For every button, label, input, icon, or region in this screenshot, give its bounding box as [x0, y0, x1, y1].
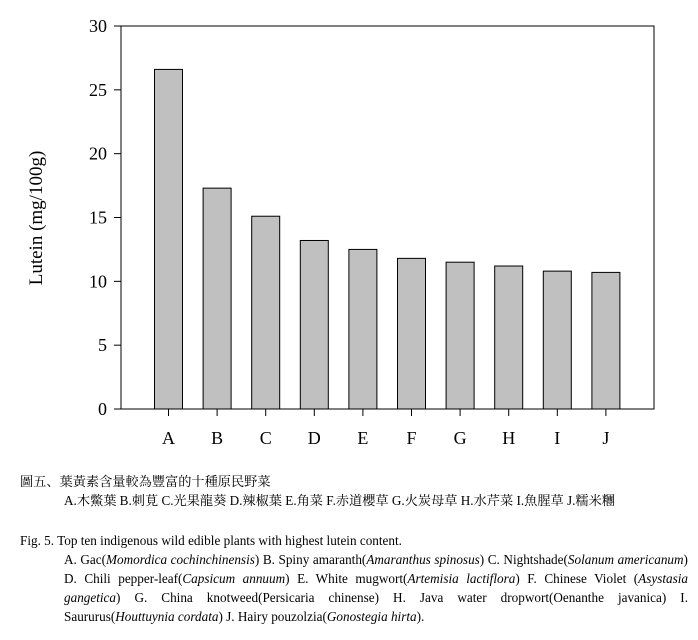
caption-en-item-name: D. Chili pepper-leaf(	[64, 571, 183, 586]
caption-en-item-scientific-name: Solanum americanum	[567, 552, 684, 567]
y-axis	[89, 16, 121, 419]
caption-en-item-scientific-name: Amaranthus spinosus	[366, 552, 480, 567]
caption-en-item	[64, 552, 263, 567]
caption-en-item-suffix: )	[254, 552, 263, 567]
x-tick-label: B	[211, 428, 224, 448]
caption-en-items	[20, 550, 688, 626]
bar-A	[155, 69, 183, 409]
caption-en-title: Fig. 5. Top ten indigenous wild edible plants with highest lutein content.	[20, 533, 402, 548]
caption-en-item-suffix: )	[683, 552, 688, 567]
caption-zh-items: A.木鱉葉 B.刺莧 C.光果龍葵 D.辣椒葉 E.角菜 F.赤道櫻草 G.火炭母草 H.水芹菜 I.魚腥草 J.糯米糰	[64, 493, 615, 508]
caption-en-item-suffix: )	[116, 590, 135, 605]
bars	[155, 69, 620, 409]
caption-en-item-suffix: )	[515, 571, 528, 586]
caption-en-item-suffix: )	[479, 552, 488, 567]
caption-zh	[20, 472, 688, 510]
caption-en-item	[134, 590, 393, 605]
y-tick-label: 15	[89, 207, 107, 228]
caption-en-item-scientific-name: Artemisia lactiflora	[407, 571, 516, 586]
caption-en-item-scientific-name: Asystasia gangetica	[64, 571, 688, 605]
caption-en	[20, 531, 688, 626]
caption-en-item	[393, 590, 680, 605]
caption-en-item-suffix: ).	[416, 609, 425, 624]
x-tick-label: C	[259, 428, 272, 448]
y-tick-label: 30	[89, 16, 107, 36]
bar-D	[300, 240, 328, 409]
bar-H	[495, 266, 523, 409]
x-tick-label: D	[307, 428, 321, 448]
y-tick-label: 0	[98, 399, 107, 419]
caption-en-item-name: B. Spiny amaranth(	[262, 552, 367, 567]
caption-en-item-scientific-name: Momordica cochinchinensis	[106, 552, 255, 567]
y-tick-label: 5	[98, 335, 107, 356]
caption-en-item-scientific-name: Capsicum annuum	[182, 571, 286, 586]
caption-en-item-name: G. China knotweed(Persicaria chinense)	[134, 590, 394, 605]
x-axis	[162, 409, 609, 448]
x-tick-label: H	[502, 428, 516, 448]
caption-en-item	[263, 552, 488, 567]
caption-en-item-name: I. Saururus(	[64, 590, 688, 624]
bar-F	[398, 258, 426, 409]
caption-en-item	[488, 552, 688, 567]
caption-en-item-name: E. White mugwort(	[297, 571, 408, 586]
bar-C	[252, 216, 280, 409]
caption-en-item	[226, 609, 424, 624]
caption-en-item-scientific-name: Houttuynia cordata	[115, 609, 219, 624]
caption-en-item	[64, 571, 297, 586]
bar-J	[592, 272, 620, 409]
caption-en-item-suffix: )	[218, 609, 227, 624]
y-tick-label: 25	[89, 79, 107, 100]
caption-en-item-suffix: )	[285, 571, 298, 586]
y-tick-label: 20	[89, 143, 107, 164]
bar-B	[203, 188, 231, 409]
bar-I	[543, 271, 571, 409]
caption-en-item-name: A. Gac(	[64, 552, 107, 567]
caption-en-item-name: C. Nightshade(	[487, 552, 568, 567]
y-tick-label: 10	[89, 271, 107, 292]
caption-en-item	[297, 571, 527, 586]
x-tick-label: A	[162, 428, 175, 448]
caption-en-item-name: F. Chinese Violet (	[527, 571, 639, 586]
caption-en-item-scientific-name: Gonostegia hirta	[326, 609, 417, 624]
x-tick-label: F	[406, 428, 417, 448]
x-tick-label: J	[602, 428, 610, 448]
plot-area-frame	[121, 26, 654, 409]
x-tick-label: E	[357, 428, 369, 448]
x-tick-label: I	[554, 428, 561, 448]
caption-en-item-name: H. Java water dropwort(Oenanthe javanica)	[393, 590, 681, 605]
x-tick-label: G	[453, 428, 467, 448]
bar-G	[446, 262, 474, 409]
y-axis-label: Lutein (mg/100g)	[26, 150, 47, 286]
caption-zh-title: 圖五、葉黃素含量較為豐富的十種原民野菜	[20, 474, 271, 489]
caption-en-item-name: J. Hairy pouzolzia(	[226, 609, 327, 624]
bar-E	[349, 249, 377, 409]
